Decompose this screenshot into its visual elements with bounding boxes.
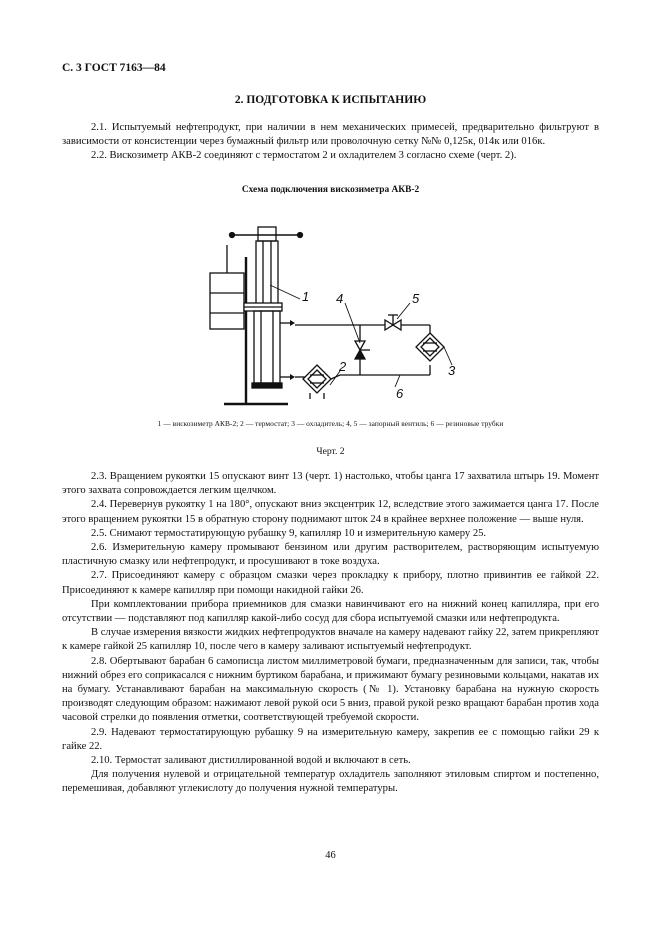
text-block-top [62,121,599,164]
thermostatic-jacket [254,311,280,383]
scheme-title: Схема подключения вискозиметра АКВ-2 [241,185,420,195]
paragraph-2-7-note-b: В случае измерения вязкости жидких нефтепродуктов вначале на камеру надевают гайку 22, затем прикрепляют к камере гайкой 25 капилляр 10, после чего в камеру заливают испытуемый нефтепродукт. [62,627,599,653]
text-block-bottom [62,470,599,797]
cooler-3 [416,333,444,361]
label-1: 1 [302,289,310,304]
viscometer-connection-diagram [200,205,470,410]
paragraph-2-1: 2.1. Испытуемый нефтепродукт, при наличии в нем механических примесей, предварительно фильтруют в зависимости от консистенции через бумажный фильтр или проволочную сетку №№ 0,125к, 014к или 016к. [62,122,599,148]
paragraph-2-5: 2.5. Снимают термостатирующую рубашку 9, капилляр 10 и измерительную камеру 25. [91,527,487,539]
paragraph-2-10: 2.10. Термостат заливают дистиллированной водой и включают в сеть. [91,755,411,767]
label-6: 6 [396,386,404,401]
viscometer-column [256,241,278,307]
figure-caption: Черт. 2 [316,446,345,457]
paragraph-2-2: 2.2. Вискозиметр АКВ-2 соединяют с термостатом 2 и охладителем 3 согласно схеме (черт. 2). [91,150,517,162]
label-3: 3 [448,363,456,378]
paragraph-2-9: 2.9. Надевают термостатирующую рубашку 9 на измерительную камеру, закрепив ее с помощью гайки 29 к гайке 22. [62,726,599,752]
section-title: 2. ПОДГОТОВКА К ИСПЫТАНИЮ [234,94,427,106]
thermostat-2 [295,365,340,399]
figure-legend: 1 — вискозиметр АКВ-2; 2 — термостат; 3 — охладитель; 4, 5 — запорный вентиль; 6 — резиновые трубки [157,419,504,428]
label-4: 4 [336,291,344,306]
page-header: С. 3 ГОСТ 7163—84 [62,62,166,74]
paragraph-2-10-note: Для получения нулевой и отрицательной температур охладитель заполняют этиловым спиртом и постепенно, перемешивая, добавляют углекислоту до получения нужной температуры. [62,769,599,795]
label-2: 2 [339,359,347,374]
paragraph-2-6: 2.6. Измерительную камеру промывают бензином или другим растворителем, растворяющим испытуемую пластичную смазку или нефтепродукт, и просушивают в токе воздуха. [62,542,599,568]
page-number: 46 [325,850,336,861]
paragraph-2-7: 2.7. Присоединяют камеру с образцом смазки через прокладку к прибору, плотно привинтив ее гайкой 22. Присоединяют к камере капилляр при помощи накидной гайки 26. [62,570,599,596]
paragraph-2-3: 2.3. Вращением рукоятки 15 опускают винт 13 (черт. 1) настолько, чтобы цанга 17 захватила штырь 19. Момент этого захвата сопровождается легким щелчком. [62,471,599,497]
valve-4 [355,341,370,359]
paragraph-2-8: 2.8. Обертывают барабан 6 самописца листом миллиметровой бумаги, предназначенным для записи, так, чтобы нижний обрез его соприкасался с нижним буртиком барабана, и прижимают бумагу резиновыми кольцами, накатав их на бумагу. Устанавливают барабан на максимальную скорость (№ 1). Установку барабана на нужную скорость производят следующим образом: нажимают левой рукой оси 5 вниз, правой рукой резко вращают барабан против хода часовой стрелки до появления отметки, соответствующей требуемой скорости. [62,655,599,724]
label-5: 5 [412,291,420,306]
recorder-box [210,273,244,329]
paragraph-2-7-note-a: При комплектовании прибора приемников для смазки навинчивают его на нижний конец капилляра, при его отсутствии — подставляют под капилляр какой-либо сосуд для сбора испытуемой смазки или нефтепродукта. [62,598,599,625]
paragraph-2-4: 2.4. Перевернув рукоятку 1 на 180°, опускают вниз эксцентрик 12, вследствие этого зажимается цанга 17. После этого вращением рукоятки 15 в обратную сторону поднимают шток 24 в крайнее верхнее положение — выше нуля. [62,499,599,525]
